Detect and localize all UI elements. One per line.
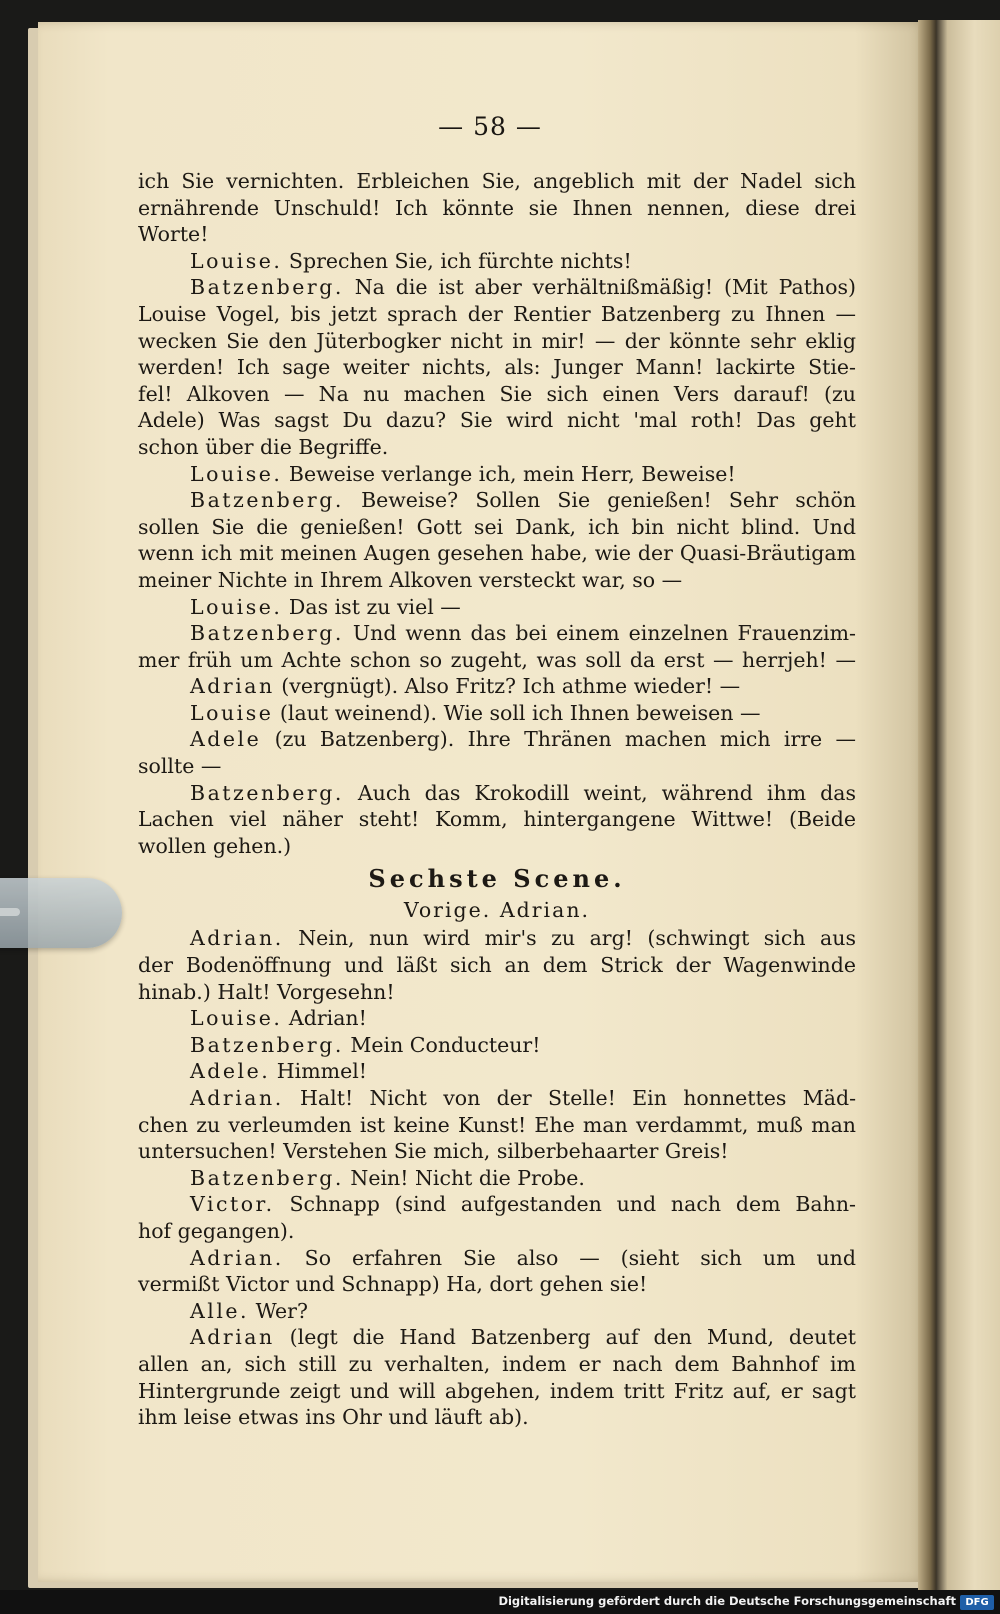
line-text: (zu Batzenberg). Ihre Thränen machen mich irre — bbox=[274, 727, 856, 752]
line-text: sollen Sie die genießen! Gott sei Dank, ich bin nicht blind. Und bbox=[138, 514, 856, 539]
dialogue-block-1 bbox=[138, 168, 856, 859]
line-text: Lachen viel näher steht! Komm, hintergangene Wittwe! (Beide bbox=[138, 807, 856, 832]
text-line bbox=[138, 514, 856, 541]
line-text: (legt die Hand Batzenberg auf den Mund, deutet bbox=[289, 1325, 856, 1350]
line-text: ihm leise etwas ins Ohr und läuft ab). bbox=[138, 1405, 529, 1430]
line-text: Halt! Nicht von der Stelle! Ein honnettes Mäd- bbox=[300, 1086, 856, 1110]
text-line bbox=[138, 168, 856, 195]
text-line bbox=[138, 301, 856, 328]
line-text: untersuchen! Verstehen Sie mich, silberbehaarter Greis! bbox=[138, 1139, 729, 1164]
speaker-name: Victor. bbox=[190, 1192, 275, 1217]
speaker-name: Batzenberg. bbox=[190, 621, 344, 646]
text-line bbox=[138, 328, 856, 355]
text-line bbox=[138, 673, 856, 700]
line-text: mer früh um Achte schon so zugeht, was soll da erst — herrjeh! — bbox=[138, 647, 856, 672]
text-line bbox=[138, 979, 856, 1006]
scene-persons: Vorige. Adrian. bbox=[403, 898, 591, 923]
line-text: der Bodenöffnung und läßt sich an dem Strick der Wagenwinde bbox=[138, 953, 856, 978]
text-line bbox=[138, 1404, 856, 1431]
line-text: (laut weinend). Wie soll ich Ihnen beweisen — bbox=[279, 700, 761, 725]
text-line bbox=[138, 248, 856, 275]
text-line bbox=[138, 594, 856, 621]
text-line bbox=[138, 1245, 856, 1272]
line-text: Adele) Was sagst Du dazu? Sie wird nicht 'mal roth! Das geht bbox=[138, 408, 856, 433]
text-line bbox=[138, 461, 856, 488]
speaker-name: Louise. bbox=[190, 594, 283, 619]
text-line bbox=[138, 195, 856, 222]
text-line bbox=[138, 1165, 856, 1192]
text-line bbox=[138, 274, 856, 301]
line-text: vermißt Victor und Schnapp) Ha, dort gehen sie! bbox=[138, 1272, 648, 1297]
line-text: werden! Ich sage weiter nichts, als: Junger Mann! lackirte Stie- bbox=[138, 355, 856, 380]
line-text: fel! Alkoven — Na nu machen Sie sich einen Vers darauf! (zu bbox=[138, 381, 856, 406]
line-text: Na die ist aber verhältnißmäßig! (Mit Pathos) bbox=[354, 275, 856, 300]
line-text: hof gegangen). bbox=[138, 1218, 295, 1243]
line-text: Hintergrunde zeigt und will abgehen, indem tritt Fritz auf, er sagt bbox=[138, 1378, 856, 1403]
page-text bbox=[138, 168, 856, 1431]
speaker-name: Alle. bbox=[190, 1298, 250, 1323]
scene-title: Sechste Scene. bbox=[368, 864, 626, 894]
speaker-name: Adele bbox=[190, 727, 262, 752]
text-line bbox=[138, 833, 856, 860]
line-text: Himmel! bbox=[276, 1059, 368, 1084]
line-text: (vergnügt). Also Fritz? Ich athme wieder! — bbox=[281, 674, 741, 699]
text-line bbox=[138, 407, 856, 434]
text-line bbox=[138, 726, 856, 753]
page-number: — 58 — bbox=[438, 112, 542, 141]
text-line bbox=[138, 1138, 856, 1165]
speaker-name: Louise. bbox=[190, 1006, 283, 1031]
line-text: meiner Nichte in Ihrem Alkoven versteckt war, so — bbox=[138, 567, 683, 592]
line-text: Schnapp (sind aufgestanden und nach dem Bahn- bbox=[289, 1192, 856, 1217]
speaker-name: Batzenberg. bbox=[190, 488, 344, 513]
line-text: sollte — bbox=[138, 754, 222, 779]
page-clip bbox=[0, 878, 122, 948]
speaker-name: Adrian. bbox=[190, 926, 284, 951]
dialogue-block-2 bbox=[138, 925, 856, 1430]
line-text: ich Sie vernichten. Erbleichen Sie, angeblich mit der Nadel sich bbox=[138, 169, 856, 193]
facing-page-edge bbox=[936, 20, 1000, 1590]
line-text: Louise Vogel, bis jetzt sprach der Rentier Batzenberg zu Ihnen — bbox=[138, 301, 856, 326]
speaker-name: Louise. bbox=[190, 461, 283, 486]
line-text: Beweise? Sollen Sie genießen! Sehr schön bbox=[361, 488, 856, 513]
text-line bbox=[138, 221, 856, 248]
line-text: Mein Conducteur! bbox=[350, 1032, 541, 1057]
line-text: ernährende Unschuld! Ich könnte sie Ihnen nennen, diese drei bbox=[138, 195, 856, 220]
text-line bbox=[138, 1324, 856, 1351]
line-text: hinab.) Halt! Vorgesehn! bbox=[138, 979, 395, 1004]
speaker-name: Adrian bbox=[190, 1325, 275, 1350]
text-line bbox=[138, 1351, 856, 1378]
text-line bbox=[138, 1378, 856, 1405]
speaker-name: Batzenberg. bbox=[190, 1165, 344, 1190]
speaker-name: Louise. bbox=[190, 248, 283, 273]
text-line bbox=[138, 753, 856, 780]
funding-note: Digitalisierung gefördert durch die Deutsche Forschungsgemeinschaft bbox=[498, 1594, 956, 1608]
text-line bbox=[138, 925, 856, 952]
line-text: wollen gehen.) bbox=[138, 833, 292, 858]
text-line bbox=[138, 1191, 856, 1218]
text-line bbox=[138, 1112, 856, 1139]
line-text: Wer? bbox=[255, 1298, 308, 1323]
speaker-name: Adrian bbox=[190, 674, 275, 699]
speaker-name: Louise bbox=[190, 700, 274, 725]
text-line bbox=[138, 1058, 856, 1085]
text-line bbox=[138, 1298, 856, 1325]
text-line bbox=[138, 780, 856, 807]
line-text: wecken Sie den Jüterbogker nicht in mir! — der könnte sehr eklig bbox=[138, 328, 856, 353]
text-line bbox=[138, 540, 856, 567]
line-text: Sprechen Sie, ich fürchte nichts! bbox=[288, 248, 632, 273]
line-text: chen zu verleumden ist keine Kunst! Ehe man verdammt, muß man bbox=[138, 1112, 856, 1137]
text-line bbox=[138, 700, 856, 727]
text-line bbox=[138, 1271, 856, 1298]
text-line bbox=[138, 1005, 856, 1032]
line-text: allen an, sich still zu verhalten, indem er nach dem Bahnhof im bbox=[138, 1351, 856, 1376]
text-line bbox=[138, 354, 856, 381]
text-line bbox=[138, 381, 856, 408]
line-text: Und wenn das bei einem einzelnen Frauenzim- bbox=[352, 621, 856, 646]
text-line bbox=[138, 1218, 856, 1245]
line-text: Adrian! bbox=[288, 1006, 367, 1031]
speaker-name: Batzenberg. bbox=[190, 1032, 344, 1057]
text-line bbox=[138, 487, 856, 514]
line-text: Nein! Nicht die Probe. bbox=[350, 1165, 585, 1190]
line-text: Das ist zu viel — bbox=[288, 594, 461, 619]
line-text: Worte! bbox=[138, 222, 209, 247]
text-line bbox=[138, 1085, 856, 1112]
text-line bbox=[138, 620, 856, 647]
text-line bbox=[138, 952, 856, 979]
dfg-logo: DFG bbox=[960, 1595, 994, 1610]
speaker-name: Adrian. bbox=[190, 1245, 284, 1270]
line-text: So erfahren Sie also — (sieht sich um und bbox=[304, 1245, 856, 1270]
speaker-name: Batzenberg. bbox=[190, 275, 344, 300]
text-line bbox=[138, 434, 856, 461]
speaker-name: Adele. bbox=[190, 1059, 271, 1084]
speaker-name: Batzenberg. bbox=[190, 780, 344, 805]
book-gutter bbox=[918, 20, 938, 1590]
text-line bbox=[138, 567, 856, 594]
line-text: Nein, nun wird mir's zu arg! (schwingt sich aus bbox=[298, 926, 856, 951]
line-text: Auch das Krokodill weint, während ihm das bbox=[357, 780, 856, 805]
text-line bbox=[138, 647, 856, 674]
speaker-name: Adrian. bbox=[190, 1086, 284, 1110]
text-line bbox=[138, 806, 856, 833]
line-text: Beweise verlange ich, mein Herr, Beweise! bbox=[288, 461, 736, 486]
line-text: schon über die Begriffe. bbox=[138, 434, 389, 459]
line-text: wenn ich mit meinen Augen gesehen habe, wie der Quasi-Bräutigam bbox=[138, 541, 856, 566]
text-line bbox=[138, 1032, 856, 1059]
